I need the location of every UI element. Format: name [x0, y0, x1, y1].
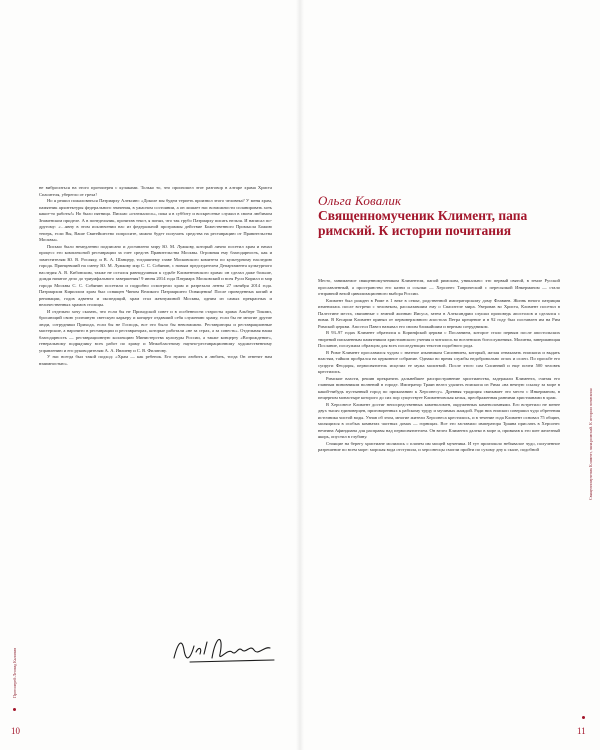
right-paragraph-3: В 93–97 годах Климент обратился к Коринфской церкви с Посланием, которое стало первым после апостольских творений письменным памятником христианского учения и читалось во вселенских богослужениях. Молитва, завершающая Послание, послужила образцом для всех последующих текстов подобного рода.	[318, 330, 560, 348]
left-page-number: 10	[11, 726, 20, 736]
left-paragraph-4: И отдельно хочу сказать, что если бы не Приходской совет и в особенности старосты храма Альберт Токомп, бросающий свою успешную светскую карьеру и концерт отдавший себя служению храму, если бы не многие другие люди, сотрудники Прихода, если бы не Господь, все это было бы невозможно. Реставраторы и реставрационные мастерские, а нарочито в реставрации и реставраторах, которые работали «не за страх, а за совесть». Отдельная наша благодарность — реставрационную коллекцию Министерства культуры России, а также концерту «Возрождение», генеральному подрядчику всех работ по храму и Межобластному научно-реставрационному художественному управлению и его руководителям А. А. Ивлиеву и С. В. Филатову.	[39, 308, 272, 353]
book-gutter	[296, 0, 304, 750]
left-paragraph-2: Но я решил пожаловаться Патриарху Алексию: «Доколе мы будем терпеть произвол этого человека? У меня храм, памятник архитектуры федерального значения, в ужасном состоянии, а он лишает нас возможности спланировать хоть какое-то работы!» Но было пятница. Письмо «отлежалось», пока я в субботу и воскресенье служил в своем любимом Знаменском приделе. А в понедельник, прочитав текст, я понял, что так грубо Патриарху писать нельзя. И написал по-другому: «…явну в этом исключении нас из федеральной программы действие Божественного Промысла Божию теперь, если Вы, Ваше Святейшество попросите, можно будет получить средства на реставрацию от Правительства Москвы».	[39, 198, 272, 242]
article-author: Ольга Ковалик	[318, 193, 402, 208]
right-running-head: Священномученик Климент, папа римский. К истории почитания	[588, 388, 593, 500]
handwritten-signature	[170, 628, 280, 668]
right-page-text	[318, 278, 560, 454]
right-paragraph-7: Стоящие на берегу христиане молились с плачем им мощей мученика. И тут произошло небывалое чудо, полученное разрешение по всем море: морская вода отступила, и херсонесцы смогли пройти по сухому дну к скале, подобной	[318, 440, 560, 452]
left-paragraph-5: У нас всегда был такой подход: «Храм — как ребенок. Его нужно любить и любить, тогда Он ответит нам взаимностью».	[39, 354, 272, 366]
left-page-text	[39, 185, 272, 367]
article-title: Священномученик Климент, папа римский. К истории почитания	[318, 208, 528, 238]
left-paragraph-1: не виброситься на этого протоиерея с кулаками. Только то, что произошел этот разговор в алтаре храма Христа Спасителя, уберегло от греха!	[39, 185, 272, 197]
right-paragraph-1: Место, занимаемое священномучеником Климентом, папой римским, уникально: это первый святой, в земле Русской прославленный, а пространство его казни и ссылки — Херсонес Таврический с пересыпкой Инкерманом — стало отправной вехой цивилизационного выбора России.	[318, 278, 560, 296]
right-paragraph-2: Климент был рожден в Риме в 1 веке в семье, родственной императорскому дому Флавиев. Жизнь юного патриция изменилась после встречи с человеком, рассказавшим ему о Спасителе мира. Уверовав во Христа, Климент посетил в Палестине места, связанные с земной жизнью Иисуса, затем в Александрии слушал проповедь апостолов и сделался с ними. В Кесарии Климент принял от первоверховного апостола Петра крещение и в 92 году был поставлен им на Рим Римской церкви. Апостол Павел называл его своим ближайшим и верным сотрудником.	[318, 297, 560, 329]
left-running-head: Протоиерей Леонид Калинин	[12, 647, 17, 698]
right-paragraph-5: Римские власти, решив прекратить дальнейшее распространение христианства, задержали Климента, считая его главным виновником волнений в городе. Император Траян велел удалить епископа из Рима «на вечную ссылку за море в какой-нибудь пустынный город по приказанию к Херсонесу». Древняя традиция связывает это место с Инкерманом, в пещерном монастыре которого до сих пор существует Климентовская келья, преображенная ранними христианами в храм.	[318, 375, 560, 400]
right-page-number: 11	[577, 726, 586, 736]
left-page-marker	[13, 708, 16, 711]
right-paragraph-4: В Риме Климент прославился чудом с знатное язычником Сисиннием, который, желая отнаказать епископа и выдать властям, тайком пробрался на церковное собрание. Однако во время службы недобровольно оглох и ослеп. По просьбе его супруги Феодоры, первосвятитель исцелил ее мужа молитвой. После этого сам Сисинний и еще почти 500 человек крестились.	[318, 349, 560, 374]
right-page-marker	[582, 716, 585, 719]
right-paragraph-6: В Херсонесе Климент достиг непосредственных каменоломен, окруженных каменоломнями. Его встретило не менее двух тысяч единоверцев, приговоренных к рабскому труду и мучимых жаждой. Ради них епископ совершил чудо обретения источника чистой воды. Узнав об этом, многие жители Херсонеса крестились, и в течение года Климент основал 75 общин, молящихся в особых комнатах частных домах — горницах. Все это заставило императора Траяна прислать в Херсонес нечеина Афиндиана для расправы над первосвятителем. Он велел Климента далеко в море и, привязав к его шее железный якорь, опустил в глубину.	[318, 401, 560, 439]
left-paragraph-3: Письмо было немедленно подписано и доставлено мэру Ю. М. Лужкову, который лично посетил храм и начал процесс его комплексной реставрации за счет средств Правительства Москвы. Огромная ему благодарность, как и заместителям Ю. В. Росляку, и В. А. Шанцеру, тогдашнему главе Московского комитета по культурному наследию города. Принцевший на смену Ю. М. Лужкову мэр С. С. Собянин, с новым председателем Департамента культурного наследия А. В. Кибовским, также не остался равнодушным к судьбе Климентовского храма: он сделал даже больше, дождя начатое дело до триумфального завершения! 9 июня 2014 года Патриарх Московский и всея Руси Кирилл и мэр города Москвы С. С. Собянин посетили и подробно осмотрели храм и разрезали ленты 27 октября 2014 года. Патриархом Кириллом храм был освящен Чином Великого Патриаршего Освящения! После проведенных копий и реновации, годов адвента и экспедиций, храм стал жемчужиной Москвы, одним из самых прекрасных и величественных храмов столицы.	[39, 243, 272, 307]
